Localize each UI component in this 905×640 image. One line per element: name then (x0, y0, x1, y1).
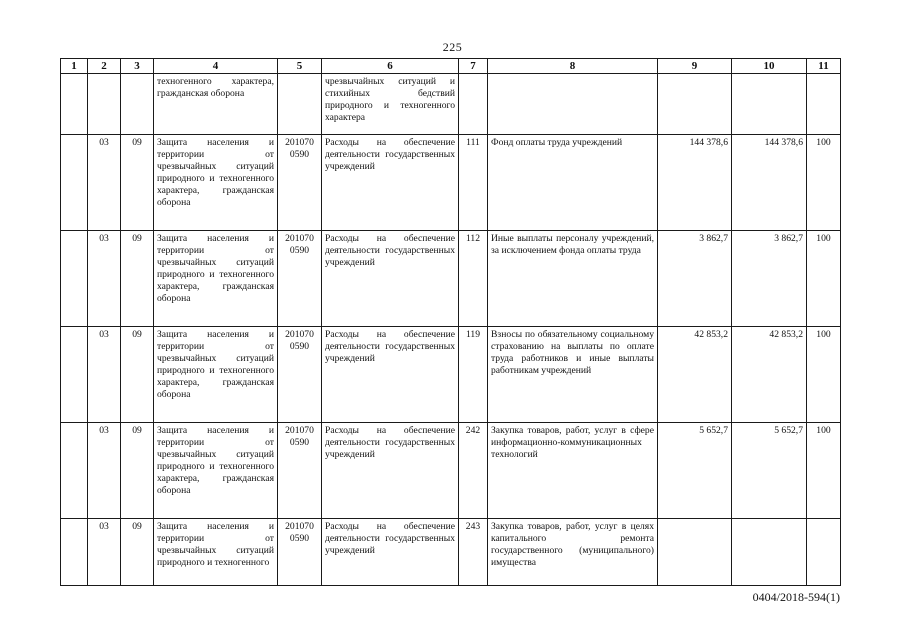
cell-c1 (61, 74, 88, 135)
cell-expense-name: Взносы по обязательному социальному страхованию на выплаты по оплате труда работников и иные выплаты работникам учреждений (488, 327, 658, 423)
cell-expense-code: 119 (459, 327, 488, 423)
table-row (61, 135, 841, 231)
cell-plan (658, 74, 732, 135)
column-number: 3 (121, 59, 154, 74)
cell-c1 (61, 135, 88, 231)
cell-target-name: Расходы на обеспечение деятельности государственных учреждений (322, 327, 459, 423)
cell-actual: 144 378,6 (732, 135, 807, 231)
cell-target-code (278, 74, 322, 135)
page-number: 225 (442, 40, 463, 54)
cell-percent: 100 (807, 135, 841, 231)
cell-actual (732, 519, 807, 586)
cell-percent (807, 74, 841, 135)
cell-expense-code (459, 74, 488, 135)
cell-percent (807, 519, 841, 586)
cell-plan: 3 862,7 (658, 231, 732, 327)
cell-plan: 5 652,7 (658, 423, 732, 519)
cell-expense-name (488, 74, 658, 135)
column-number: 8 (488, 59, 658, 74)
cell-expense-code: 243 (459, 519, 488, 586)
column-number: 7 (459, 59, 488, 74)
cell-plan (658, 519, 732, 586)
cell-c1 (61, 423, 88, 519)
cell-subsection-name: Защита населения и территории от чрезвычайных ситуаций природного и техногенного характера, гражданская оборона (154, 423, 278, 519)
table-row (61, 231, 841, 327)
cell-subsection: 09 (121, 519, 154, 586)
cell-plan: 144 378,6 (658, 135, 732, 231)
cell-expense-name: Закупка товаров, работ, услуг в сфере информационно-коммуникационных технологий (488, 423, 658, 519)
cell-actual: 3 862,7 (732, 231, 807, 327)
column-number: 6 (322, 59, 459, 74)
cell-target-code: 201070 0590 (278, 519, 322, 586)
table-row (61, 327, 841, 423)
cell-percent: 100 (807, 231, 841, 327)
cell-target-name: чрезвычайных ситуаций и стихийных бедствий природного и техногенного характера (322, 74, 459, 135)
cell-section (88, 74, 121, 135)
cell-expense-code: 242 (459, 423, 488, 519)
cell-plan: 42 853,2 (658, 327, 732, 423)
cell-expense-code: 111 (459, 135, 488, 231)
cell-expense-code: 112 (459, 231, 488, 327)
table-row (61, 423, 841, 519)
table-row (61, 74, 841, 135)
cell-subsection: 09 (121, 327, 154, 423)
table-row (61, 519, 841, 586)
cell-target-code: 201070 0590 (278, 135, 322, 231)
cell-section: 03 (88, 231, 121, 327)
cell-subsection-name: Защита населения и территории от чрезвычайных ситуаций природного и техногенного характера, гражданская оборона (154, 231, 278, 327)
cell-section: 03 (88, 423, 121, 519)
cell-c1 (61, 519, 88, 586)
column-number: 11 (807, 59, 841, 74)
cell-target-name: Расходы на обеспечение деятельности государственных учреждений (322, 135, 459, 231)
cell-subsection: 09 (121, 423, 154, 519)
document-code: 0404/2018-594(1) (752, 590, 840, 604)
cell-c1 (61, 231, 88, 327)
cell-actual: 5 652,7 (732, 423, 807, 519)
cell-target-name: Расходы на обеспечение деятельности государственных учреждений (322, 519, 459, 586)
cell-expense-name: Фонд оплаты труда учреждений (488, 135, 658, 231)
cell-target-code: 201070 0590 (278, 231, 322, 327)
column-number-row (61, 59, 841, 74)
column-number: 4 (154, 59, 278, 74)
cell-subsection (121, 74, 154, 135)
cell-subsection: 09 (121, 231, 154, 327)
cell-section: 03 (88, 135, 121, 231)
column-number: 1 (61, 59, 88, 74)
cell-target-name: Расходы на обеспечение деятельности государственных учреждений (322, 231, 459, 327)
cell-target-code: 201070 0590 (278, 423, 322, 519)
cell-subsection-name: Защита населения и территории от чрезвычайных ситуаций природного и техногенного характера, гражданская оборона (154, 327, 278, 423)
budget-table (60, 58, 841, 586)
cell-c1 (61, 327, 88, 423)
cell-target-name: Расходы на обеспечение деятельности государственных учреждений (322, 423, 459, 519)
column-number: 5 (278, 59, 322, 74)
cell-actual: 42 853,2 (732, 327, 807, 423)
cell-expense-name: Закупка товаров, работ, услуг в целях капитального ремонта государственного (муниципального) имущества (488, 519, 658, 586)
column-number: 9 (658, 59, 732, 74)
cell-subsection-name: Защита населения и территории от чрезвычайных ситуаций природного и техногенного характера, гражданская оборона (154, 135, 278, 231)
cell-percent: 100 (807, 423, 841, 519)
cell-subsection-name: техногенного характера, гражданская оборона (154, 74, 278, 135)
cell-expense-name: Иные выплаты персоналу учреждений, за исключением фонда оплаты труда (488, 231, 658, 327)
column-number: 10 (732, 59, 807, 74)
cell-actual (732, 74, 807, 135)
cell-target-code: 201070 0590 (278, 327, 322, 423)
cell-section: 03 (88, 327, 121, 423)
column-number: 2 (88, 59, 121, 74)
cell-percent: 100 (807, 327, 841, 423)
cell-subsection-name: Защита населения и территории от чрезвычайных ситуаций природного и техногенного (154, 519, 278, 586)
cell-section: 03 (88, 519, 121, 586)
cell-subsection: 09 (121, 135, 154, 231)
